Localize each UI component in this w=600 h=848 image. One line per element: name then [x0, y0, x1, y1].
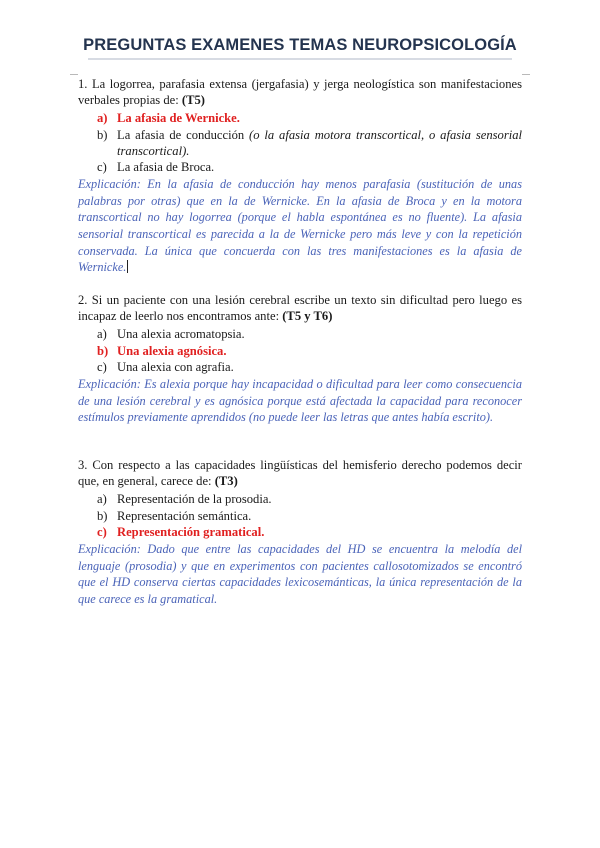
question-stem: 3. Con respecto a las capacidades lingüísticas del hemisferio derecho podemos decir que, en general, carece de: (T3) [78, 458, 522, 489]
options-list [78, 491, 522, 540]
margin-corner-left [70, 74, 78, 75]
text-cursor [127, 260, 128, 273]
explanation[interactable]: Explicación: Es alexia porque hay incapacidad o dificultad para leer como consecuencia de una lesión cerebral y es agnósica porque está afectada la capacidad para reconocer estímulos previamente aprendidos (no puede leer las letras que antes había escrito). [78, 377, 522, 425]
option-c: c) Representación gramatical. [97, 524, 265, 539]
question-1 [78, 76, 522, 276]
topic-tag: (T5) [181, 93, 205, 108]
option-a: a) Una alexia acromatopsia. [97, 327, 245, 342]
topic-tag: (T5 y T6) [282, 309, 333, 324]
question-2 [78, 292, 522, 426]
option-note: (o la afasia motora transcortical, o afasia sensorial transcortical). [117, 127, 523, 158]
explanation[interactable]: Explicación: En la afasia de conducción hay menos parafasia (sustitución de unas palabras por otras) que en la de Wernicke. En la afasia de Broca y en la motora transcortical no hay logorrea (porque el habla espontánea es no fluente). La afasia sensorial transcortical es parecida a la de Wernicke pero más leve y con la repetición conservada. La única que concuerda con las tres manifestaciones es la afasia de Wernicke. [78, 177, 522, 275]
option-c: c) La afasia de Broca. [97, 160, 215, 175]
title-underline [88, 58, 512, 60]
option-b: b) Representación semántica. [97, 508, 252, 523]
option-c: c) Una alexia con agrafia. [97, 359, 234, 374]
question-stem: 1. La logorrea, parafasia extensa (jergafasia) y jerga neologística son manifestaciones verbales propias de: (T5) [78, 77, 522, 108]
explanation[interactable]: Explicación: Dado que entre las capacidades del HD se encuentra la melodía del lenguaje (prosodia) y que en experimentos con pacientes callosotomizados se encontró que el HD conserva ciertas capacidades lexicosemánticas, la única representación de la que carece es la gramatical. [78, 542, 522, 606]
page-title: PREGUNTAS EXAMENES TEMAS NEUROPSICOLOGÍA [83, 36, 517, 54]
question-stem: 2. Si un paciente con una lesión cerebral escribe un texto sin dificultad pero luego es incapaz de leerlo nos encontramos ante: (T5 y T6) [78, 293, 522, 324]
option-a: a) Representación de la prosodia. [97, 492, 272, 507]
option-b: b) Una alexia agnósica. [97, 343, 227, 358]
option-a: a) La afasia de Wernicke. [97, 111, 240, 126]
topic-tag: (T3) [214, 474, 238, 489]
margin-corner-right [522, 74, 530, 75]
option-b: b) La afasia de conducción (o la afasia motora transcortical, o afasia sensorial transcortical). [97, 127, 523, 158]
options-list [78, 110, 522, 175]
options-list [78, 326, 522, 375]
question-3 [78, 457, 522, 607]
